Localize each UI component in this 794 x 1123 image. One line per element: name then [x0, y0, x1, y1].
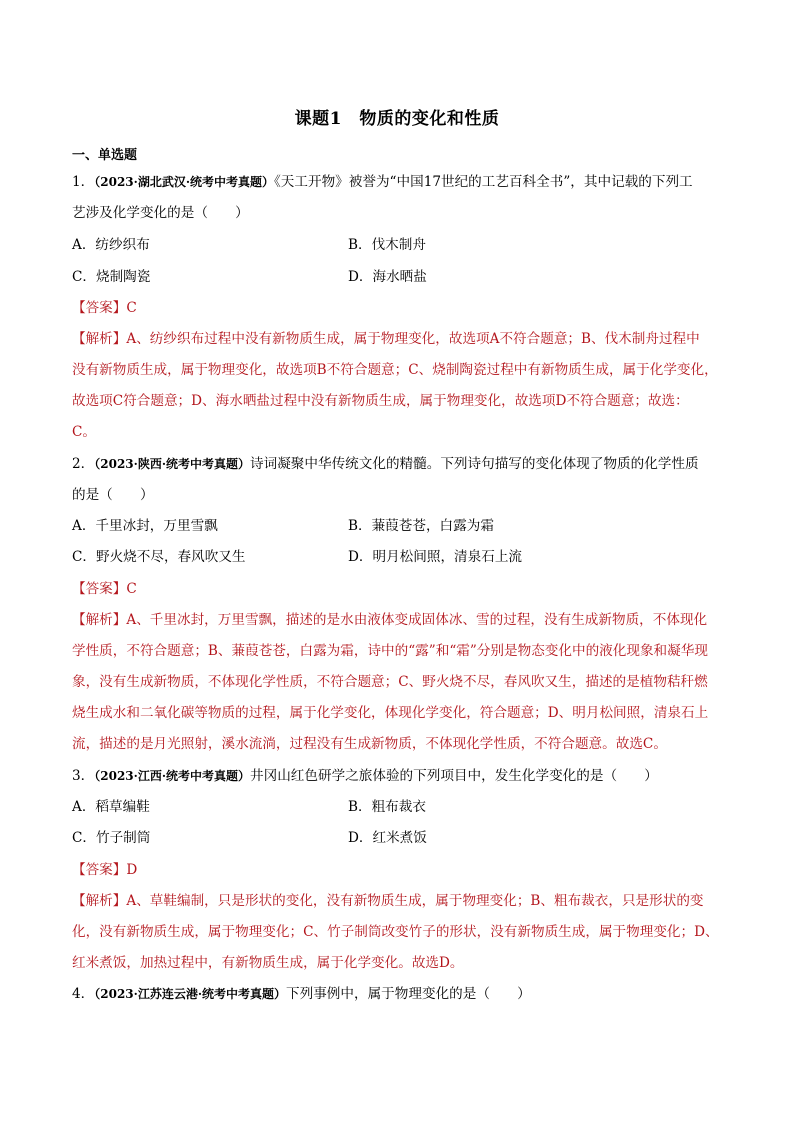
question-1-analysis-line-3: 故选项C符合题意；D、海水晒盐过程中没有新物质生成，属于物理变化，故选项D不符合题意；故选： — [72, 393, 689, 409]
analysis-text: A、纺纱织布过程中没有新物质生成，属于物理变化，故选项A不符合题意；B、伐木制舟过程中 — [126, 331, 700, 347]
question-number: 1． — [72, 174, 95, 190]
question-2-analysis-line-3: 象，没有生成新物质，不体现化学性质，不符合题意；C、野火烧不尽，春风吹又生，描述的是植物秸秆燃 — [72, 674, 708, 690]
question-3-option-b: B．粗布裁衣 — [348, 799, 426, 815]
analysis-label: 【解析】 — [72, 893, 127, 909]
question-number: 2． — [72, 456, 95, 472]
question-1-answer — [72, 299, 137, 317]
question-source: （2023·湖北武汉·统考中考真题） — [94, 175, 275, 189]
question-3-option-a: A．稻草编鞋 — [72, 799, 150, 815]
analysis-label: 【解析】 — [72, 331, 127, 347]
question-1-analysis-line-4: C。 — [72, 424, 96, 440]
analysis-text: A、草鞋编制，只是形状的变化，没有新物质生成，属于物理变化；B、粗布裁衣，只是形状的变 — [126, 893, 704, 909]
answer-label: 【答案】 — [72, 581, 127, 597]
question-1-stem-line-1 — [72, 173, 693, 191]
question-1-option-d: D．海水晒盐 — [348, 269, 427, 285]
question-2-option-c: C．野火烧不尽，春风吹又生 — [72, 549, 246, 565]
question-3-answer — [72, 861, 137, 879]
question-2-option-d: D．明月松间照，清泉石上流 — [348, 549, 523, 565]
question-1-analysis-line-2: 没有新物质生成，属于物理变化，故选项B不符合题意；C、烧制陶瓷过程中有新物质生成，属于化学变化， — [72, 362, 718, 378]
question-2-answer — [72, 580, 137, 598]
section-heading: 一、单选题 — [72, 148, 138, 163]
question-1-option-b: B．伐木制舟 — [348, 237, 426, 253]
question-2-option-b: B．蒹葭苍苍，白露为霜 — [348, 518, 494, 534]
question-2-analysis-line-4: 烧生成水和二氧化碳等物质的过程，属于化学变化，体现化学变化，符合题意；D、明月松间照，清泉石上 — [72, 705, 709, 721]
analysis-label: 【解析】 — [72, 612, 127, 628]
question-source: （2023·陕西·统考中考真题） — [94, 457, 251, 471]
question-text: 井冈山红色研学之旅体验的下列项目中，发生化学变化的是（ ） — [250, 768, 658, 784]
answer-value: D — [126, 862, 138, 878]
question-number: 4． — [72, 986, 95, 1002]
question-4-stem-line-1 — [72, 985, 531, 1003]
question-3-option-d: D．红米煮饭 — [348, 830, 427, 846]
question-number: 3． — [72, 768, 95, 784]
question-2-analysis-line-5: 流，描述的是月光照射，溪水流淌，过程没有生成新物质，不体现化学性质，不符合题意。故选C。 — [72, 736, 667, 752]
analysis-text: A、千里冰封，万里雪飘，描述的是水由液体变成固体冰、雪的过程，没有生成新物质，不体现化 — [126, 612, 708, 628]
question-3-analysis-line-3: 红米煮饭，加热过程中，有新物质生成，属于化学变化。故选D。 — [72, 955, 464, 971]
answer-label: 【答案】 — [72, 862, 127, 878]
question-1-option-c: C．烧制陶瓷 — [72, 269, 151, 285]
question-2-stem-line-2: 的是（ ） — [72, 487, 154, 503]
question-1-option-a: A．纺纱织布 — [72, 237, 150, 253]
question-1-stem-line-2: 艺涉及化学变化的是（ ） — [72, 205, 249, 221]
question-text: 下列事例中，属于物理变化的是（ ） — [286, 986, 531, 1002]
question-source: （2023·江苏连云港·统考中考真题） — [94, 987, 287, 1001]
answer-value: C — [126, 581, 137, 597]
question-text: 诗词凝聚中华传统文化的精髓。下列诗句描写的变化体现了物质的化学性质 — [250, 456, 699, 472]
question-1-analysis-line-1 — [72, 330, 700, 348]
question-2-analysis-line-1 — [72, 611, 707, 629]
question-3-analysis-line-2: 化，没有新物质生成，属于物理变化；C、竹子制筒改变竹子的形状，没有新物质生成，属于物理变化；D、 — [72, 924, 719, 940]
question-2-analysis-line-2: 学性质，不符合题意；B、蒹葭苍苍，白露为霜，诗中的“露”和“霜”分别是物态变化中的液化现象和凝华现 — [72, 643, 708, 659]
question-3-option-c: C．竹子制筒 — [72, 830, 151, 846]
answer-value: C — [126, 300, 137, 316]
answer-label: 【答案】 — [72, 300, 127, 316]
question-3-analysis-line-1 — [72, 892, 704, 910]
question-source: （2023·江西·统考中考真题） — [94, 769, 251, 783]
question-2-stem-line-1 — [72, 455, 699, 473]
question-2-option-a: A．千里冰封，万里雪飘 — [72, 518, 218, 534]
question-3-stem-line-1 — [72, 767, 658, 785]
page-title: 课题1 物质的变化和性质 — [294, 109, 500, 129]
question-text: 《天工开物》被誉为“中国17世纪的工艺百科全书”，其中记载的下列工 — [274, 174, 693, 190]
